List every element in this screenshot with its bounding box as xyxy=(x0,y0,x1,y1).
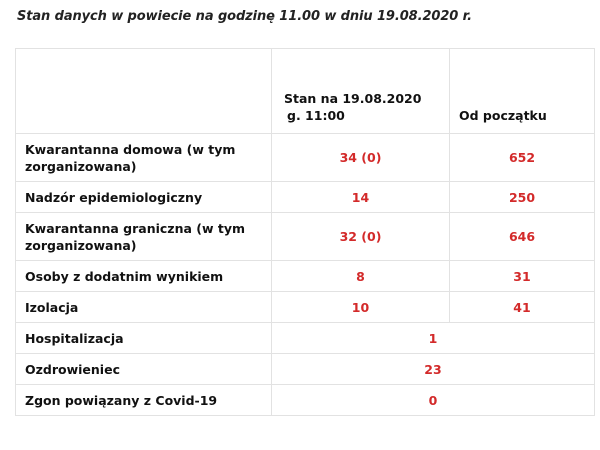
row-current-value: 10 xyxy=(272,292,450,323)
header-empty-cell xyxy=(16,49,272,134)
row-label: Izolacja xyxy=(16,292,272,323)
row-label: Osoby z dodatnim wynikiem xyxy=(16,261,272,292)
row-label: Nadzór epidemiologiczny xyxy=(16,182,272,213)
table-row xyxy=(16,261,595,292)
row-current-value: 34 (0) xyxy=(272,134,450,182)
row-total-value: 646 xyxy=(450,213,595,261)
row-total-value: 31 xyxy=(450,261,595,292)
row-label: Kwarantanna graniczna (w tym zorganizowana) xyxy=(16,213,272,261)
row-merged-value: 23 xyxy=(272,354,595,385)
row-total-value: 250 xyxy=(450,182,595,213)
table-row xyxy=(16,182,595,213)
row-label: Hospitalizacja xyxy=(16,323,272,354)
table-row xyxy=(16,134,595,182)
row-merged-value: 0 xyxy=(272,385,595,416)
row-current-value: 14 xyxy=(272,182,450,213)
header-current-cell xyxy=(272,49,450,134)
row-merged-value: 1 xyxy=(272,323,595,354)
table-row xyxy=(16,292,595,323)
header-total-cell: Od początku xyxy=(450,49,595,134)
row-total-value: 41 xyxy=(450,292,595,323)
table-row xyxy=(16,323,595,354)
row-label: Kwarantanna domowa (w tym zorganizowana) xyxy=(16,134,272,182)
row-label: Ozdrowieniec xyxy=(16,354,272,385)
page-title: Stan danych w powiecie na godzinę 11.00 w dniu 19.08.2020 r. xyxy=(17,9,472,24)
header-current-line2: g. 11:00 xyxy=(287,108,345,123)
row-label: Zgon powiązany z Covid-19 xyxy=(16,385,272,416)
table-header-row xyxy=(16,49,595,134)
row-current-value: 32 (0) xyxy=(272,213,450,261)
header-current-line1: Stan na 19.08.2020 xyxy=(284,91,422,106)
data-table xyxy=(15,48,595,416)
table-row xyxy=(16,213,595,261)
table-row xyxy=(16,354,595,385)
row-current-value: 8 xyxy=(272,261,450,292)
row-total-value: 652 xyxy=(450,134,595,182)
table-row xyxy=(16,385,595,416)
